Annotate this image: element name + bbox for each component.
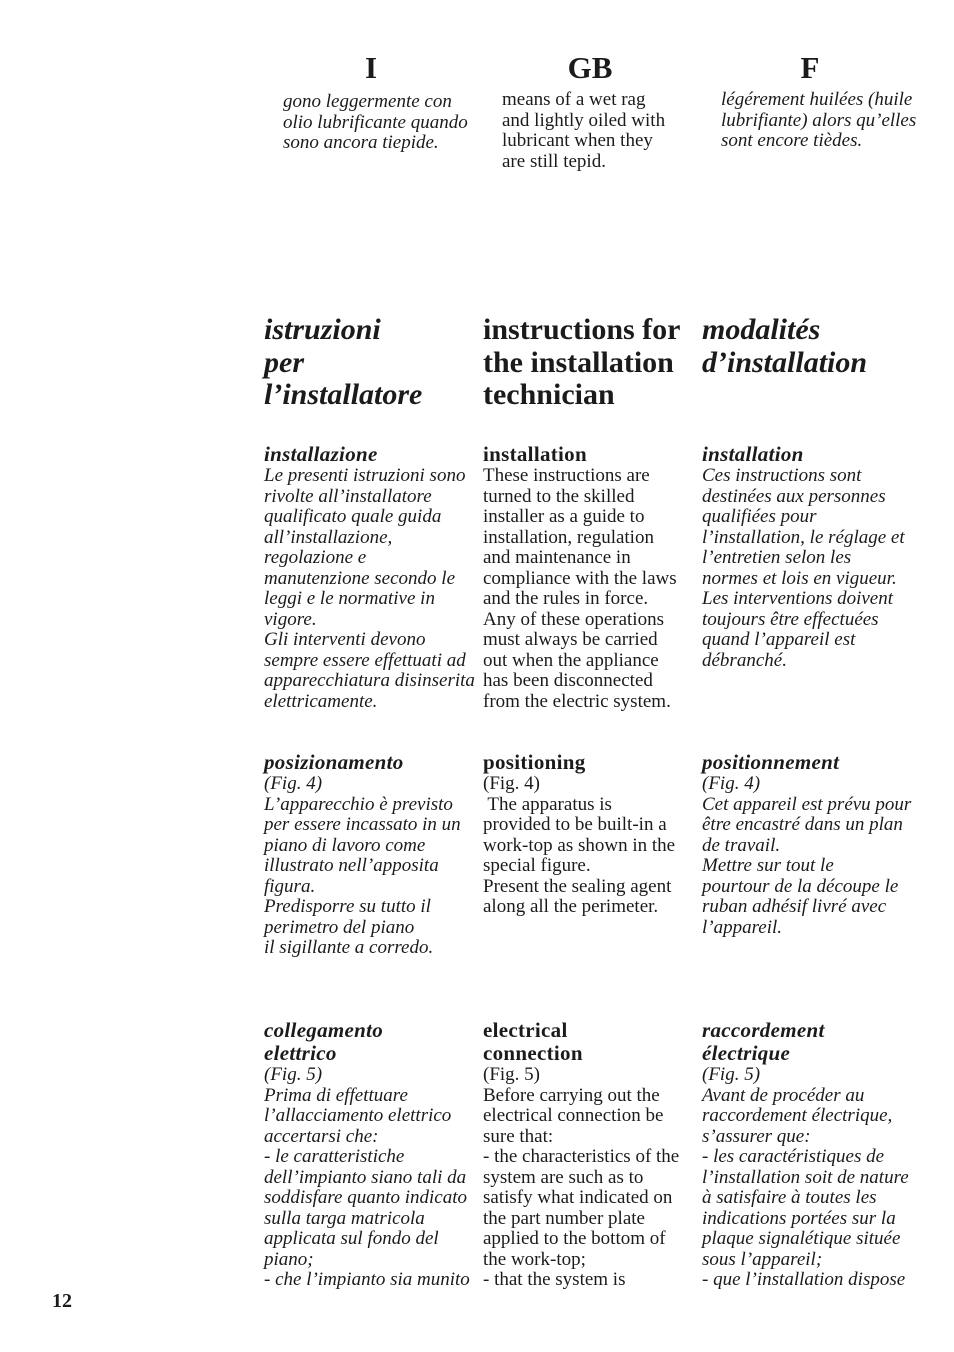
section-heading: posizionamento: [264, 750, 404, 774]
section-installation-french: [702, 443, 917, 671]
section-heading: positioning: [483, 750, 586, 774]
chapter-title-english: instructions for the installation technician: [483, 313, 681, 411]
section-positioning-english: [483, 751, 698, 918]
chapter-title-french: modalités d’installation: [702, 313, 868, 379]
section-electrical-english: [483, 1019, 698, 1291]
page-number: 12: [52, 1290, 72, 1312]
language-label-italian: I: [364, 50, 378, 85]
section-electrical-french: [702, 1019, 917, 1291]
section-installation-italian: [264, 443, 479, 712]
section-body: (Fig. 5) Avant de procéder au raccordement électrique, s’assurer que: - les caractéristiques de l’installation soit de nature à satisfaire à toutes les indications portées sur la plaque signalétique située sous l’appareil; - que l’installation dispose: [702, 1064, 909, 1290]
section-heading: collegamento elettrico: [264, 1018, 384, 1065]
section-heading: installation: [702, 442, 804, 466]
section-heading: installation: [483, 442, 587, 466]
section-body: (Fig. 4) Cet appareil est prévu pour être encastré dans un plan de travail. Mettre sur tout le pourtour de la découpe le ruban adhésif livré avec l’appareil.: [702, 773, 912, 938]
intro-text-french: légérement huilées (huile lubrifiante) alors qu’elles sont encore tièdes.: [721, 89, 917, 151]
section-installation-english: [483, 443, 698, 712]
section-body: (Fig. 5) Before carrying out the electrical connection be sure that: - the characteristics of the system are such as to satisfy what indicated on the part number plate applied to the bottom of the work-top; - that the system is: [483, 1064, 680, 1290]
language-label-french: F: [800, 50, 820, 85]
chapter-title-italian: istruzioni per l’installatore: [264, 313, 423, 411]
intro-text-english: means of a wet rag and lightly oiled with lubricant when they are still tepid.: [502, 89, 666, 172]
section-body: These instructions are turned to the skilled installer as a guide to installation, regulation and maintenance in compliance with the laws and the rules in force. Any of these operations must always be carried out when the appliance has been disconnected from the electric system.: [483, 465, 677, 712]
section-heading: electrical connection: [483, 1018, 583, 1065]
section-body: (Fig. 4) L’apparecchio è previsto per essere incassato in un piano di lavoro come illustrato nell’apposita figura. Predisporre su tutto il perimetro del piano il sigillante a corredo.: [264, 773, 461, 958]
section-heading: installazione: [264, 442, 378, 466]
section-positioning-french: [702, 751, 917, 938]
section-body: Ces instructions sont destinées aux personnes qualifiées pour l’installation, le réglage et l’entretien selon les normes et lois en vigueur. Les interventions doivent toujours être effectuées quand l’appareil est débranché.: [702, 465, 905, 671]
section-body: (Fig. 4) The apparatus is provided to be built-in a work-top as shown in the special figure. Present the sealing agent along all the perimeter.: [483, 773, 676, 917]
section-positioning-italian: [264, 751, 479, 959]
section-heading: positionnement: [702, 750, 840, 774]
section-body: Le presenti istruzioni sono rivolte all’installatore qualificato quale guida all’installazione, regolazione e manutenzione secondo le leggi e le normative in vigore. Gli interventi devono sempre essere effettuati ad apparecchiatura disinserita elettricamente.: [264, 465, 475, 712]
intro-text-italian: gono leggermente con olio lubrificante quando sono ancora tiepide.: [283, 91, 468, 153]
section-heading: raccordement électrique: [702, 1018, 825, 1065]
section-electrical-italian: [264, 1019, 479, 1291]
section-body: (Fig. 5) Prima di effettuare l’allacciamento elettrico accertarsi che: - le caratteristiche dell’impianto siano tali da soddisfare quanto indicato sulla targa matricola applicata sul fondo del piano; - che l’impianto sia munito: [264, 1064, 470, 1290]
language-label-english: GB: [567, 50, 613, 85]
